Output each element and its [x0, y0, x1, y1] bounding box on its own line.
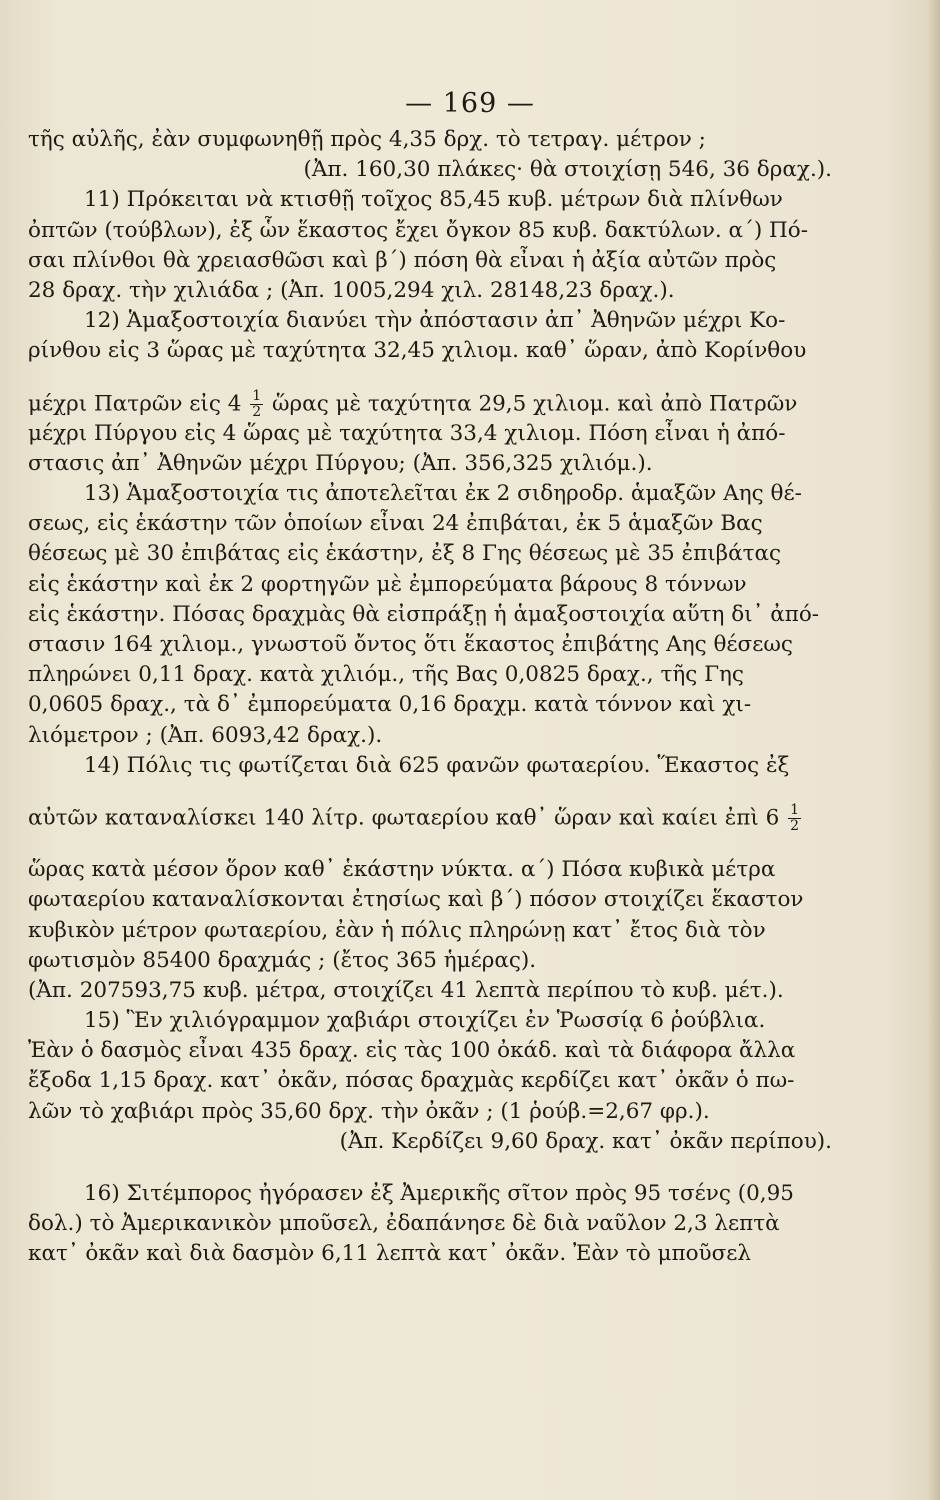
text-line: φωταερίου καταναλίσκονται ἐτησίως καὶ β΄) πόσον στοιχίζει ἕκαστον — [28, 887, 804, 913]
text-line: (Ἀπ. 160,30 πλάκες· θὰ στοιχίσῃ 546, 36 δραχ.). — [303, 157, 832, 183]
text-line: θέσεως μὲ 30 ἐπιβάτας εἰς ἑκάστην, ἐξ 8 Γης θέσεως μὲ 35 ἐπιβάτας — [28, 541, 782, 567]
text-line: κατ᾽ ὀκᾶν καὶ διὰ δασμὸν 6,11 λεπτὰ κατ᾽ ὀκᾶν. Ἐὰν τὸ μποῦσελ — [28, 1241, 752, 1267]
text-line: λιόμετρον ; (Ἀπ. 6093,42 δραχ.). — [28, 722, 383, 748]
text-line: φωτισμὸν 85400 δραχμάς ; (ἔτος 365 ἡμέρας). — [28, 947, 537, 973]
fraction: $\frac{1}{2}$ — [790, 802, 800, 834]
text-line: κυβικὸν μέτρον φωταερίου, ἐὰν ἡ πόλις πληρώνῃ κατ᾽ ἔτος διὰ τὸν — [28, 917, 766, 943]
problem-text-block — [28, 125, 840, 1270]
text-line: μέχρι Πατρῶν εἰς 4 $\frac{1}{2}$ ὥρας μὲ ταχύτητα 29,5 χιλιομ. καὶ ἀπὸ Πατρῶν — [28, 388, 798, 419]
text-line: 11) Πρόκειται νὰ κτισθῇ τοῖχος 85,45 κυβ. μέτρων διὰ πλίνθων — [84, 187, 783, 213]
text-line: Ἐὰν ὁ δασμὸς εἶναι 435 δραχ. εἰς τὰς 100 ὀκάδ. καὶ τὰ διάφορα ἄλλα — [28, 1038, 796, 1064]
text-line: μέχρι Πύργου εἰς 4 ὥρας μὲ ταχύτητα 33,4 χιλιομ. Πόση εἶναι ἡ ἀπό- — [28, 420, 786, 446]
text-line: 0,0605 δραχ., τὰ δ᾽ ἐμπορεύματα 0,16 δραχμ. κατὰ τόννον καὶ χι- — [28, 692, 752, 718]
text-line: ὀπτῶν (τούβλων), ἐξ ὧν ἕκαστος ἔχει ὄγκον 85 κυβ. δακτύλων. α΄) Πό- — [28, 217, 809, 243]
text-line: σεως, εἰς ἑκάστην τῶν ὁποίων εἶναι 24 ἐπιβάται, ἐκ 5 ἁμαξῶν Βας — [28, 511, 763, 537]
text-line: εἰς ἑκάστην. Πόσας δραχμὰς θὰ εἰσπράξῃ ἡ ἁμαξοστοιχία αὕτη δι᾽ ἀπό- — [28, 601, 820, 627]
text-line: (Ἀπ. 207593,75 κυβ. μέτρα, στοιχίζει 41 λεπτὰ περίπου τὸ κυβ. μέτ.). — [28, 977, 784, 1003]
text-line: ρίνθου εἰς 3 ὥρας μὲ ταχύτητα 32,45 χιλιομ. καθ᾽ ὥραν, ἀπὸ Κορίνθου — [28, 338, 807, 364]
text-line: ὥρας κατὰ μέσον ὅρον καθ᾽ ἑκάστην νύκτα. α΄) Πόσα κυβικὰ μέτρα — [28, 857, 776, 883]
text-line: δολ.) τὸ Ἀμερικανικὸν μποῦσελ, ἐδαπάνησε δὲ διὰ ναῦλον 2,3 λεπτὰ — [28, 1211, 780, 1237]
page-number-header: — 169 — — [405, 88, 535, 119]
text-line: στασις ἀπ᾽ Ἀθηνῶν μέχρι Πύργου; (Ἀπ. 356,325 χιλιόμ.). — [28, 450, 653, 476]
text-line: (Ἀπ. Κερδίζει 9,60 δραχ. κατ᾽ ὀκᾶν περίπου). — [339, 1128, 832, 1154]
text-line: στασιν 164 χιλιομ., γνωστοῦ ὄντος ὅτι ἕκαστος ἐπιβάτης Αης θέσεως — [28, 632, 793, 657]
text-line: αὐτῶν καταναλίσκει 140 λίτρ. φωταερίου καθ᾽ ὥραν καὶ καίει ἐπὶ 6 $\frac{1}{2}$ — [28, 802, 800, 834]
text-line: εἰς ἑκάστην καὶ ἐκ 2 φορτηγῶν μὲ ἐμπορεύματα βάρους 8 τόννων — [28, 571, 747, 597]
text-line: τῆς αὐλῆς, ἐὰν συμφωνηθῇ πρὸς 4,35 δρχ. τὸ τετραγ. μέτρον ; — [28, 127, 706, 152]
fraction: $\frac{1}{2}$ — [252, 388, 262, 419]
text-line: λῶν τὸ χαβιάρι πρὸς 35,60 δρχ. τὴν ὀκᾶν ; (1 ῥούβ.=2,67 φρ.). — [28, 1098, 710, 1124]
text-line: 16) Σιτέμπορος ἠγόρασεν ἐξ Ἀμερικῆς σῖτον πρὸς 95 τσένς (0,95 — [84, 1181, 794, 1206]
text-line: 12) Ἁμαξοστοιχία διανύει τὴν ἀπόστασιν ἀπ᾽ Ἀθηνῶν μέχρι Κο- — [84, 308, 786, 334]
text-line: σαι πλίνθοι θὰ χρειασθῶσι καὶ β΄) πόση θὰ εἶναι ἡ ἀξία αὐτῶν πρὸς — [28, 247, 777, 273]
text-line: 13) Ἁμαξοστοιχία τις ἀποτελεῖται ἐκ 2 σιδηροδρ. ἁμαξῶν Αης θέ- — [84, 481, 802, 507]
text-line: 15) Ἓν χιλιόγραμμον χαβιάρι στοιχίζει ἐν Ῥωσσίᾳ 6 ῥούβλια. — [84, 1008, 766, 1034]
text-line: ἔξοδα 1,15 δραχ. κατ᾽ ὀκᾶν, πόσας δραχμὰς κερδίζει κατ᾽ ὀκᾶν ὁ πω- — [28, 1068, 795, 1094]
text-line: 14) Πόλις τις φωτίζεται διὰ 625 φανῶν φωταερίου. Ἕκαστος ἐξ — [84, 752, 790, 778]
text-line: 28 δραχ. τὴν χιλιάδα ; (Ἀπ. 1005,294 χιλ. 28148,23 δραχ.). — [28, 277, 675, 303]
text-line: πληρώνει 0,11 δραχ. κατὰ χιλιόμ., τῆς Βας 0,0825 δραχ., τῆς Γης — [28, 662, 744, 688]
page-edge-shadow — [928, 0, 940, 1500]
